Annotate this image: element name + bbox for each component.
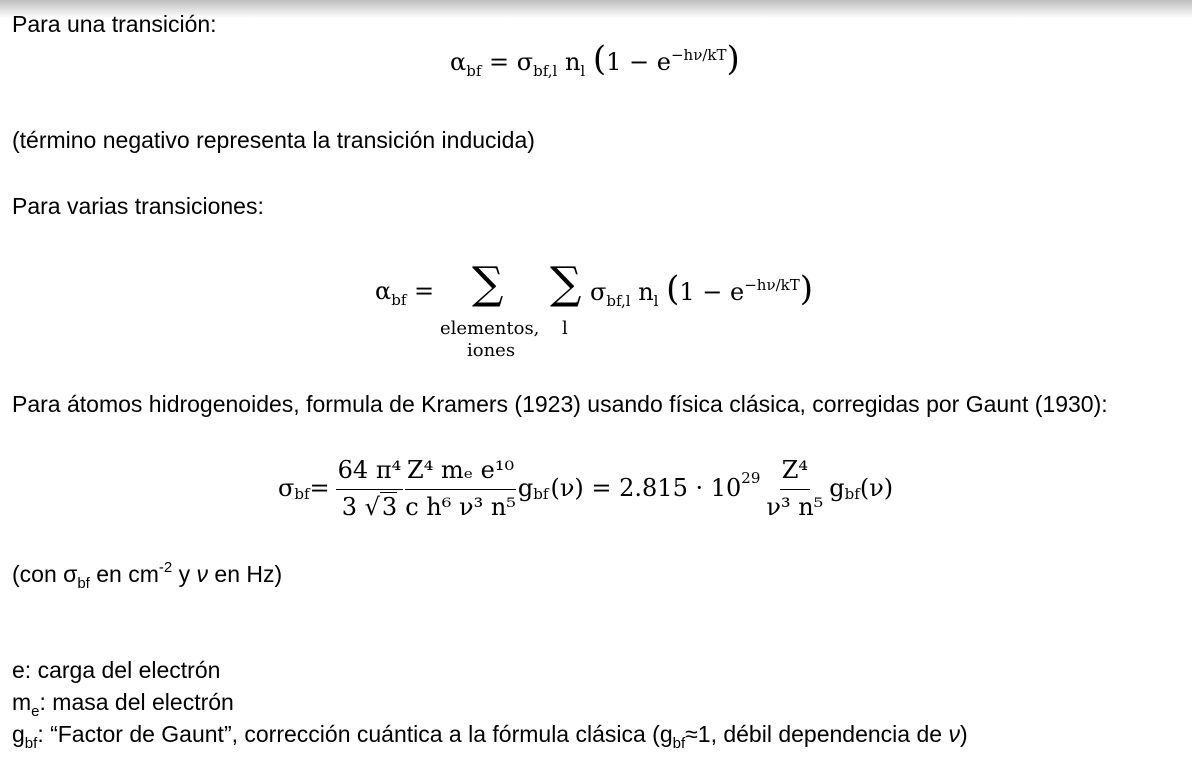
def-gaunt: $g_{bf}$: “Factor de Gaunt”, corrección cuántica a la fórmula clásica ($g_{bf}\approx 1$, débil dependencia de ν) (12, 721, 968, 752)
eq2-rhs: $\sigma_{bf,l}$ $n_l$ $(1 - e^{-h\nu/kT})$ (590, 269, 813, 310)
fraction-variables: $\frac{\text{Z⁴ mₑ e¹⁰}}{\text{c h⁶ ν³ n⁵}}$ (405, 455, 516, 521)
sum-label-levels: l (562, 318, 568, 339)
kramers-intro: Para átomos hidrogenoides, formula de Kramers (1923) usando física clásica, corregidas por Gaunt (1930): (12, 391, 1108, 417)
note-negative-term: (término negativo representa la transición inducida) (12, 127, 535, 153)
fraction-constant: $\frac{\text{64 π⁴}}{3 √3}$ (337, 455, 402, 521)
equation-kramers: σ bf = $\frac{\text{64 π⁴}}{3 √3}$ $\frac{\text{Z⁴ mₑ e¹⁰}}{\text{c h⁶ ν³ n⁵}}$ g bf (ν) = 2.815 · 10 29 $\frac{\text{Z⁴}}{\text{ν³ n⁵}}$ g bf (ν) (278, 455, 894, 521)
units-note: (con $\sigma_{bf}$ en $cm^{-2}$ y ν en Hz) (12, 559, 283, 592)
sum-symbol-elements: ∑ (472, 258, 504, 309)
fraction-numeric: $\frac{\text{Z⁴}}{\text{ν³ n⁵}}$ (766, 455, 824, 521)
equation-single-transition: $\alpha_{bf} = \sigma_{bf,l}$ $n_l$ $(1 - e^{-h\nu/kT})$ (450, 39, 740, 80)
intro-many-transitions: Para varias transiciones: (12, 193, 264, 219)
eq2-lhs: $\alpha_{bf}$ = (375, 277, 435, 309)
def-charge: e: carga del electrón (12, 657, 221, 683)
sum-label-elements: elementos, (440, 318, 540, 339)
sum-label-ions: iones (467, 340, 516, 361)
intro-one-transition: Para una transición: (12, 11, 217, 37)
sum-symbol-levels: ∑ (550, 258, 582, 309)
def-mass: $m_e$: masa del electrón (12, 689, 234, 720)
